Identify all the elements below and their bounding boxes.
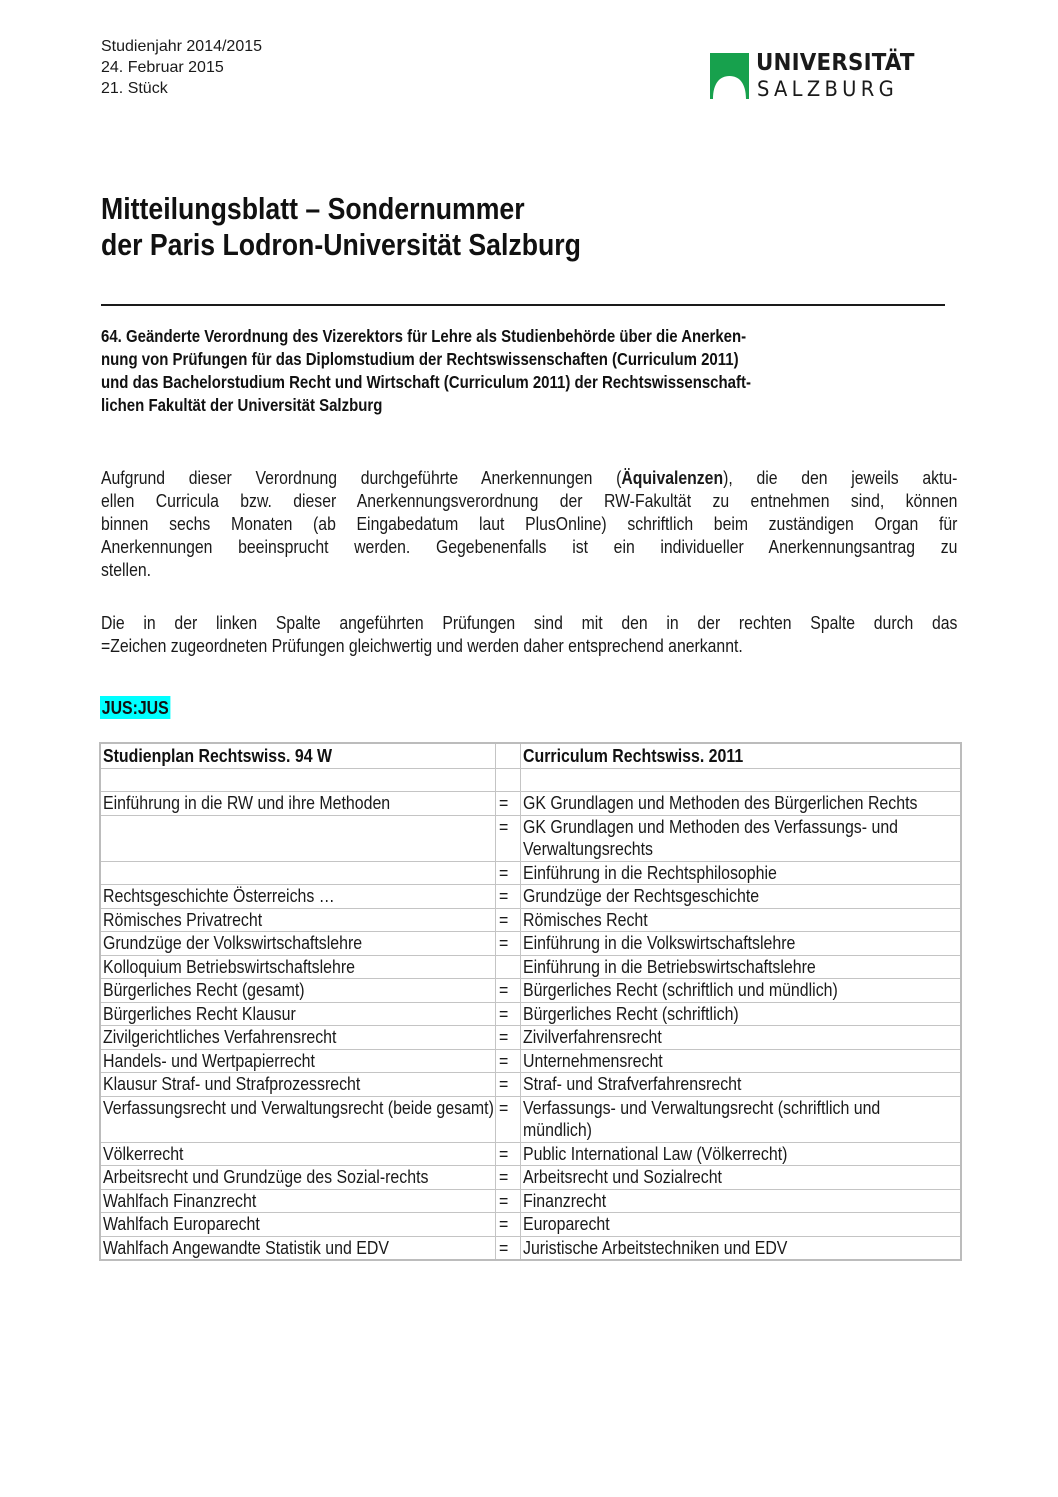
new-course-cell: Juristische Arbeitstechniken und EDV <box>520 1236 961 1260</box>
new-course-cell: Einführung in die Betriebswirtschaftslehre <box>520 955 961 979</box>
table-row <box>100 861 961 885</box>
new-course-cell: Europarecht <box>520 1213 961 1237</box>
new-course-cell: Einführung in die Rechtsphilosophie <box>520 861 961 885</box>
old-course-cell: Rechtsgeschichte Österreichs … <box>100 885 495 909</box>
paragraph-line: Aufgrund dieser Verordnung durchgeführte Anerkennungen (Äquivalenzen), die den jeweils aktu- <box>101 467 958 488</box>
heading-line: und das Bachelorstudium Recht und Wirtschaft (Curriculum 2011) der Rechtswissenschaft- <box>101 372 751 392</box>
equals-sign-cell: = <box>495 1026 520 1050</box>
title-line-1: Mitteilungsblatt – Sondernummer <box>101 191 525 226</box>
table-row <box>100 792 961 816</box>
table-row <box>100 979 961 1003</box>
old-course-cell: Wahlfach Finanzrecht <box>100 1189 495 1213</box>
equals-sign-cell: = <box>495 1142 520 1166</box>
new-course-cell: Public International Law (Völkerrecht) <box>520 1142 961 1166</box>
column-header-old-plan: Studienplan Rechtswiss. 94 W <box>100 743 495 769</box>
issue-number: 21. Stück <box>101 80 168 97</box>
paragraph-line: binnen sechs Monaten (ab Eingabedatum laut PlusOnline) schriftlich beim zuständigen Organ für <box>101 513 958 534</box>
paragraph-objection-notice <box>101 466 957 581</box>
paragraph-line: Anerkennungen beeinsprucht werden. Gegebenenfalls ist ein individueller Anerkennungsantrag zu <box>101 536 958 557</box>
column-header-sign <box>495 743 520 769</box>
paragraph-line: stellen. <box>101 559 152 580</box>
title-line-2: der Paris Lodron-Universität Salzburg <box>101 227 581 262</box>
equivalence-table <box>99 742 962 1261</box>
old-course-cell <box>100 769 495 792</box>
table-row <box>100 908 961 932</box>
equals-sign-cell: = <box>495 861 520 885</box>
old-course-cell: Wahlfach Europarecht <box>100 1213 495 1237</box>
table-row <box>100 769 961 792</box>
equals-sign-cell: = <box>495 885 520 909</box>
equals-sign-cell: = <box>495 1002 520 1026</box>
column-header-new-curriculum: Curriculum Rechtswiss. 2011 <box>520 743 961 769</box>
equals-sign-cell: = <box>495 1213 520 1237</box>
table-row <box>100 1142 961 1166</box>
table-row <box>100 955 961 979</box>
equals-sign-cell: = <box>495 1049 520 1073</box>
logo-text-universitaet: UNIVERSITÄT <box>756 50 915 76</box>
page-title <box>101 191 581 263</box>
new-course-cell: Straf- und Strafverfahrensrecht <box>520 1073 961 1097</box>
equals-sign-cell: = <box>495 815 520 861</box>
new-course-cell <box>520 769 961 792</box>
issue-date: 24. Februar 2015 <box>101 59 224 76</box>
table-header-row <box>100 743 961 769</box>
new-course-cell: GK Grundlagen und Methoden des Verfassungs- und Verwaltungsrechts <box>520 815 961 861</box>
table-body <box>100 769 961 1261</box>
equals-sign-cell: = <box>495 1096 520 1142</box>
old-course-cell: Verfassungsrecht und Verwaltungsrecht (beide gesamt) <box>100 1096 495 1142</box>
old-course-cell <box>100 861 495 885</box>
old-course-cell: Römisches Privatrecht <box>100 908 495 932</box>
equals-sign-cell: = <box>495 979 520 1003</box>
document-meta <box>101 36 262 99</box>
old-course-cell: Grundzüge der Volkswirtschaftslehre <box>100 932 495 956</box>
academic-year: Studienjahr 2014/2015 <box>101 38 263 55</box>
table-row <box>100 1096 961 1142</box>
emphasis-aequivalenzen: Äquivalenzen <box>621 467 724 488</box>
old-course-cell: Zivilgerichtliches Verfahrensrecht <box>100 1026 495 1050</box>
new-course-cell: Bürgerliches Recht (schriftlich und mündlich) <box>520 979 961 1003</box>
equals-sign-cell: = <box>495 1073 520 1097</box>
equals-sign-cell: = <box>495 792 520 816</box>
heading-line: nung von Prüfungen für das Diplomstudium der Rechtswissenschaften (Curriculum 2011) <box>101 349 739 369</box>
heading-line: lichen Fakultät der Universität Salzburg <box>101 395 383 415</box>
table-row <box>100 1189 961 1213</box>
new-course-cell: Bürgerliches Recht (schriftlich) <box>520 1002 961 1026</box>
new-course-cell: Unternehmensrecht <box>520 1049 961 1073</box>
old-course-cell: Bürgerliches Recht (gesamt) <box>100 979 495 1003</box>
old-course-cell: Arbeitsrecht und Grundzüge des Sozial-rechts <box>100 1166 495 1190</box>
equals-sign-cell: = <box>495 1189 520 1213</box>
table-row <box>100 1049 961 1073</box>
old-course-cell: Einführung in die RW und ihre Methoden <box>100 792 495 816</box>
old-course-cell: Kolloquium Betriebswirtschaftslehre <box>100 955 495 979</box>
heading-line: 64. Geänderte Verordnung des Vizerektors für Lehre als Studienbehörde über die Anerken- <box>101 326 747 346</box>
old-course-cell: Handels- und Wertpapierrecht <box>100 1049 495 1073</box>
divider <box>101 304 945 306</box>
paragraph-line: Die in der linken Spalte angeführten Prüfungen sind mit den in der rechten Spalte durch das <box>101 612 958 633</box>
new-course-cell: Grundzüge der Rechtsgeschichte <box>520 885 961 909</box>
section-heading <box>101 325 957 417</box>
new-course-cell: Verfassungs- und Verwaltungsrecht (schriftlich und mündlich) <box>520 1096 961 1142</box>
table-row <box>100 1026 961 1050</box>
new-course-cell: Einführung in die Volkswirtschaftslehre <box>520 932 961 956</box>
old-course-cell: Wahlfach Angewandte Statistik und EDV <box>100 1236 495 1260</box>
paragraph-line: =Zeichen zugeordneten Prüfungen gleichwertig und werden daher entsprechend anerkannt. <box>101 635 743 656</box>
old-course-cell: Bürgerliches Recht Klausur <box>100 1002 495 1026</box>
old-course-cell: Völkerrecht <box>100 1142 495 1166</box>
old-course-cell: Klausur Straf- und Strafprozessrecht <box>100 1073 495 1097</box>
equals-sign-cell <box>495 769 520 792</box>
equals-sign-cell: = <box>495 908 520 932</box>
logo-text-salzburg: SALZBURG <box>757 77 899 101</box>
table-row <box>100 815 961 861</box>
table-row <box>100 885 961 909</box>
arch-logo-icon <box>710 53 749 99</box>
university-logo <box>710 50 920 103</box>
new-course-cell: Römisches Recht <box>520 908 961 932</box>
new-course-cell: Finanzrecht <box>520 1189 961 1213</box>
program-tag-highlight: JUS:JUS <box>101 698 169 718</box>
new-course-cell: Arbeitsrecht und Sozialrecht <box>520 1166 961 1190</box>
equals-sign-cell: = <box>495 1166 520 1190</box>
paragraph-line: ellen Curricula bzw. dieser Anerkennungsverordnung der RW-Fakultät zu entnehmen sind, können <box>101 490 958 511</box>
table-row <box>100 932 961 956</box>
equals-sign-cell <box>495 955 520 979</box>
table-row <box>100 1073 961 1097</box>
new-course-cell: GK Grundlagen und Methoden des Bürgerlichen Rechts <box>520 792 961 816</box>
equals-sign-cell: = <box>495 1236 520 1260</box>
equals-sign-cell: = <box>495 932 520 956</box>
old-course-cell <box>100 815 495 861</box>
new-course-cell: Zivilverfahrensrecht <box>520 1026 961 1050</box>
table-row <box>100 1213 961 1237</box>
paragraph-equivalence-explanation <box>101 611 957 657</box>
table-row <box>100 1236 961 1260</box>
table-row <box>100 1166 961 1190</box>
table-row <box>100 1002 961 1026</box>
